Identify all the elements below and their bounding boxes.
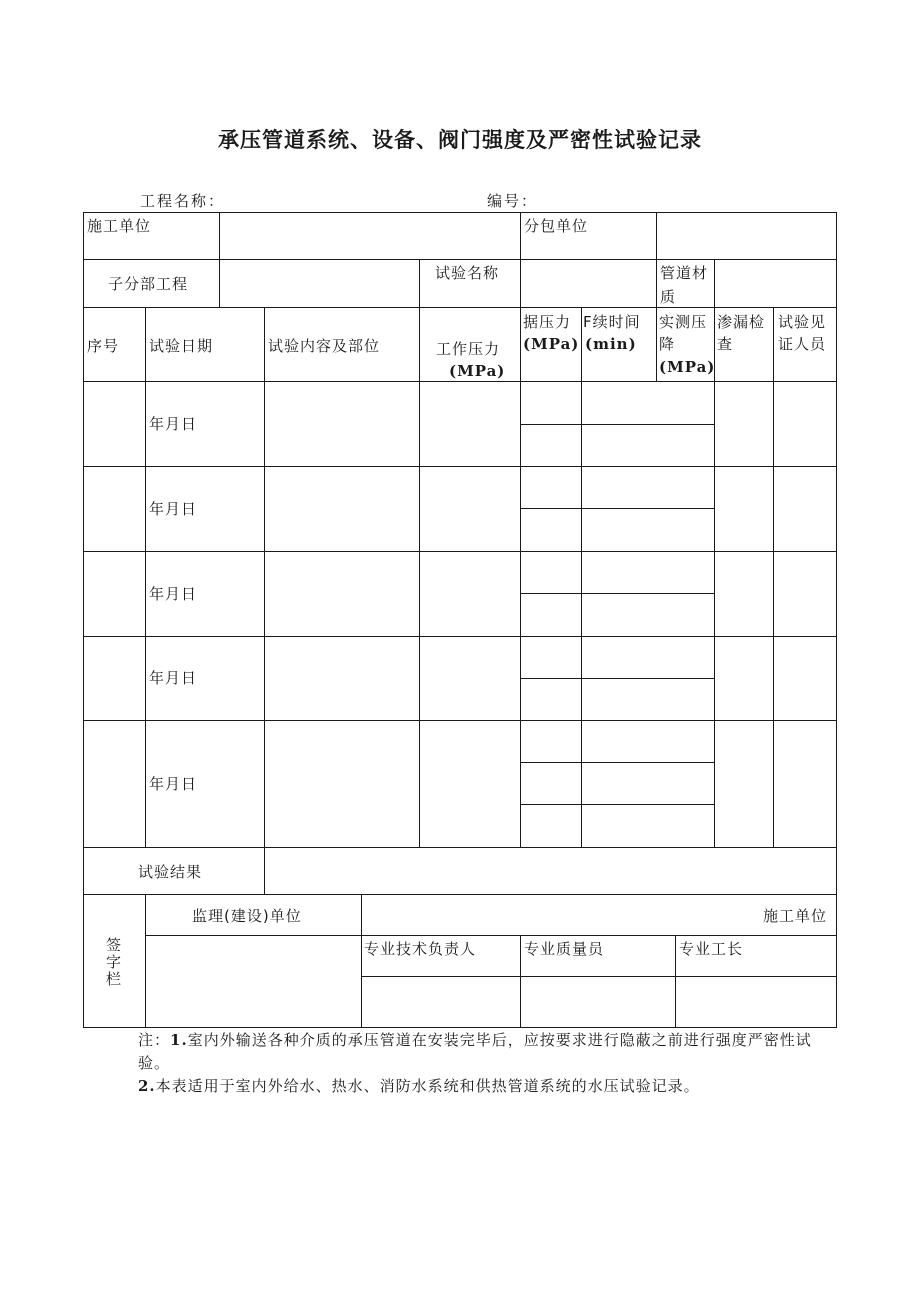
row-date: 年月日 bbox=[149, 669, 198, 687]
row-date: 年月日 bbox=[149, 775, 198, 793]
signature-label-line2: 字 bbox=[106, 953, 123, 971]
col-test-pressure-header: 据压力 bbox=[523, 313, 572, 331]
serial-no-label: 编号： bbox=[487, 192, 539, 210]
sub-division-label: 子分部工程 bbox=[108, 275, 189, 293]
construction-unit-label: 施工单位 bbox=[87, 217, 152, 235]
subcontract-unit-label: 分包单位 bbox=[524, 217, 589, 235]
col-leak-check-header-line2: 查 bbox=[717, 335, 734, 353]
project-name-label: 工程名称： bbox=[140, 192, 226, 210]
quality-inspector-label: 专业质量员 bbox=[524, 940, 605, 958]
note-2 bbox=[138, 1075, 828, 1098]
test-name-label: 试验名称 bbox=[435, 264, 500, 282]
col-measured-drop-unit: (MPa) bbox=[659, 358, 716, 376]
col-test-pressure-unit: (MPa) bbox=[523, 335, 580, 353]
row-date: 年月日 bbox=[149, 585, 198, 603]
test-result-label: 试验结果 bbox=[138, 863, 203, 881]
col-work-pressure-header: 工作压力 bbox=[436, 340, 501, 358]
col-test-date-header: 试验日期 bbox=[149, 337, 214, 355]
signature-label-line3: 栏 bbox=[106, 970, 123, 988]
pipe-material-label-line1: 管道材 bbox=[660, 264, 709, 282]
pipe-material-label-line2: 质 bbox=[660, 288, 677, 306]
note-2-text: 本表适用于室内外给水、热水、消防水系统和供热管道系统的水压试验记录。 bbox=[155, 1077, 700, 1095]
note-1 bbox=[138, 1029, 828, 1075]
note-1-text: 室内外输送各种介质的承压管道在安装完毕后，应按要求进行隐蔽之前进行强度严密性试验。 bbox=[138, 1031, 812, 1072]
col-measured-drop-header-line2: 降 bbox=[659, 335, 676, 353]
document-title: 承压管道系统、设备、阀门强度及严密性试验记录 bbox=[218, 128, 702, 152]
tech-leader-label: 专业技术负责人 bbox=[364, 940, 477, 958]
col-duration-unit: (min) bbox=[585, 335, 637, 353]
note-1-number: 1. bbox=[170, 1031, 188, 1049]
signature-label-line1: 签 bbox=[106, 936, 123, 954]
row-date: 年月日 bbox=[149, 500, 198, 518]
col-duration-header: F续时间 bbox=[583, 313, 641, 331]
row-date: 年月日 bbox=[149, 415, 198, 433]
supervision-unit-label: 监理(建设)单位 bbox=[192, 907, 302, 925]
notes bbox=[138, 1029, 828, 1098]
notes-prefix: 注： bbox=[138, 1031, 171, 1049]
col-leak-check-header: 渗漏检 bbox=[717, 313, 766, 331]
col-witness-header-line2: 证人员 bbox=[778, 335, 827, 353]
col-witness-header: 试验见 bbox=[778, 313, 827, 331]
foreman-label: 专业工长 bbox=[679, 940, 744, 958]
signature-construction-unit-label: 施工单位 bbox=[763, 907, 828, 925]
col-seq-header: 序号 bbox=[87, 337, 120, 355]
col-content-part-header: 试验内容及部位 bbox=[268, 337, 381, 355]
note-2-number: 2. bbox=[138, 1077, 156, 1095]
col-measured-drop-header: 实测压 bbox=[659, 313, 708, 331]
col-work-pressure-unit: (MPa) bbox=[449, 362, 506, 380]
